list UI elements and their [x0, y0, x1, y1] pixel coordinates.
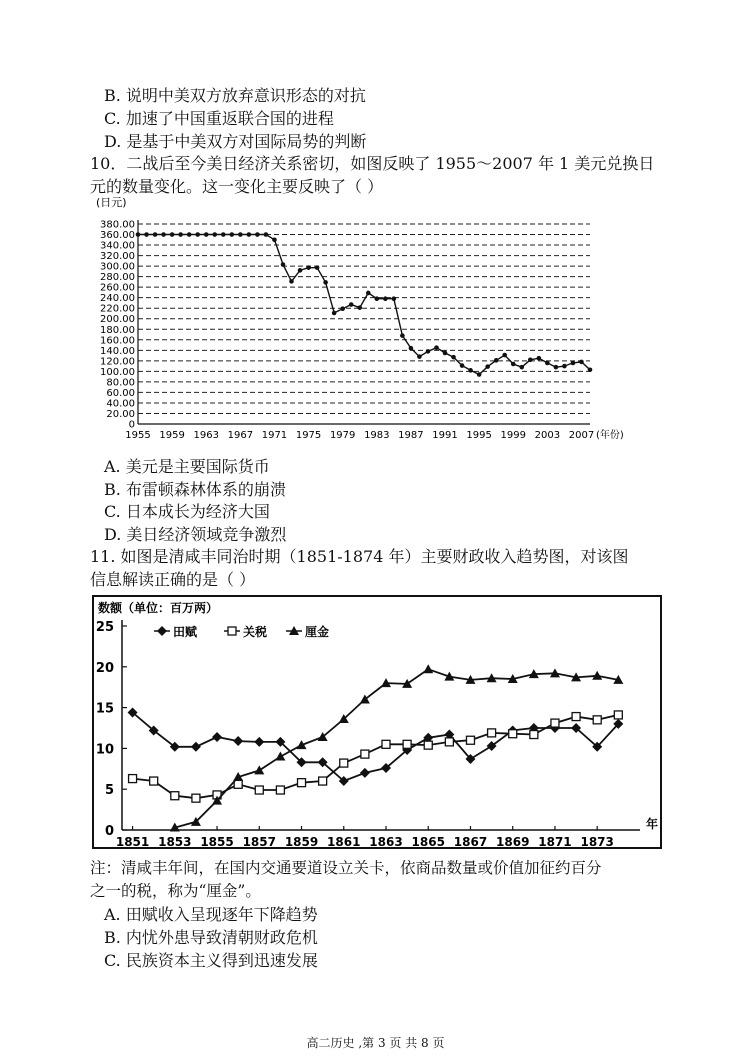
data-point: [485, 364, 490, 369]
data-point: [136, 232, 141, 237]
y-tick-label: 10: [95, 742, 114, 758]
q10-stem-line1: 10．二战后至今美日经济关系密切，如图反映了 1955～2007 年 1 美元兑换日: [90, 154, 655, 173]
data-point: [374, 296, 379, 301]
x-tick-label: 1867: [453, 835, 488, 849]
data-point: [511, 362, 516, 367]
data-point: [340, 306, 345, 311]
data-point: [537, 356, 542, 361]
data-point: [545, 361, 550, 366]
data-point-lijin: [275, 752, 285, 761]
x-axis-label: (年份): [596, 430, 624, 441]
data-point: [161, 232, 166, 237]
q10-option-c: C. 日本成长为经济大国: [104, 502, 270, 521]
data-point-lijin: [423, 664, 433, 673]
data-point: [349, 302, 354, 307]
data-point-tianfu: [254, 737, 264, 747]
data-point: [230, 232, 235, 237]
x-tick-label: 1971: [261, 430, 288, 441]
x-tick-label: 1859: [284, 835, 319, 849]
data-point: [383, 296, 388, 301]
q10-stem-line2: 元的数量变化。这一变化主要反映了（ ）: [90, 177, 384, 196]
y-tick-label: 180.00: [100, 324, 135, 336]
data-point: [153, 232, 158, 237]
data-point-guanshui: [276, 786, 284, 794]
data-point: [460, 363, 465, 368]
legend-label: 厘金: [305, 625, 330, 639]
data-point: [519, 365, 524, 370]
x-tick-label: 1987: [398, 430, 424, 441]
data-point: [417, 354, 422, 359]
q11-note-line1: 注：清咸丰年间，在国内交通要道设立关卡，依商品数量或价值加征约百分: [90, 859, 602, 877]
data-point: [187, 232, 192, 237]
data-point: [562, 364, 567, 369]
data-point-guanshui: [572, 713, 580, 721]
series-line-lijin: [175, 669, 619, 827]
data-point: [247, 232, 252, 237]
y-tick-label: 40.00: [106, 398, 135, 410]
data-point-guanshui: [445, 738, 453, 746]
data-point: [494, 358, 499, 363]
legend-label: 关税: [243, 625, 268, 639]
q9-option-c: C. 加速了中国重返联合国的进程: [104, 109, 334, 128]
y-axis-label: 数额（单位：百万两）: [98, 601, 219, 615]
data-point-tianfu: [360, 768, 370, 778]
y-tick-label: 360.00: [100, 230, 135, 242]
data-point: [554, 365, 559, 370]
data-point: [502, 353, 507, 358]
y-tick-label: 25: [95, 620, 114, 635]
y-tick-label: 160.00: [100, 335, 135, 347]
data-point: [298, 268, 303, 273]
x-tick-label: 1855: [200, 835, 234, 849]
data-point: [195, 232, 200, 237]
data-point-guanshui: [509, 730, 517, 738]
yen-exchange-chart: [0, 192, 751, 450]
x-tick-label: 1999: [500, 430, 526, 441]
data-point-guanshui: [129, 775, 137, 783]
data-point-tianfu: [191, 742, 201, 752]
data-point: [221, 232, 226, 237]
y-tick-label: 5: [104, 783, 114, 799]
data-point: [144, 232, 149, 237]
data-point-guanshui: [382, 740, 390, 748]
data-point: [264, 232, 269, 237]
x-tick-label: 1873: [580, 835, 614, 849]
q11-stem-line2: 信息解读正确的是（ ）: [90, 570, 256, 589]
data-point-guanshui: [593, 716, 601, 724]
q9-option-d: D. 是基于中美双方对国际局势的判断: [104, 132, 367, 151]
data-point: [426, 349, 431, 354]
data-point: [238, 232, 243, 237]
data-point-guanshui: [255, 786, 263, 794]
data-point: [528, 357, 533, 362]
q11-option-b: B. 内忧外患导致清朝财政危机: [104, 928, 318, 947]
y-tick-label: 120.00: [100, 356, 135, 368]
x-tick-label: 1857: [242, 835, 276, 849]
data-point: [178, 232, 183, 237]
data-point-tianfu: [233, 736, 243, 746]
y-tick-label: 20.00: [106, 408, 135, 420]
data-point-guanshui: [192, 794, 200, 802]
data-point-guanshui: [614, 711, 622, 719]
legend-marker-tianfu: [157, 626, 167, 636]
x-tick-label: 1963: [193, 430, 219, 441]
q10-option-b: B. 布雷顿森林体系的崩溃: [104, 480, 286, 499]
page-footer: 高二历史 ,第 3 页 共 8 页: [306, 1036, 445, 1050]
data-point: [571, 361, 576, 366]
data-point: [281, 262, 286, 267]
data-point-tianfu: [212, 732, 222, 742]
data-point: [477, 372, 482, 377]
legend-label: 田赋: [173, 625, 198, 639]
series-line-guanshui: [133, 715, 619, 798]
x-tick-label: 1865: [411, 835, 445, 849]
data-point: [451, 355, 456, 360]
y-tick-label: 60.00: [106, 387, 135, 399]
x-tick-label: 1983: [364, 430, 390, 441]
series-line-tianfu: [133, 713, 619, 782]
data-point-guanshui: [340, 759, 348, 767]
data-point: [588, 367, 593, 372]
data-point: [212, 232, 217, 237]
data-point-lijin: [254, 765, 264, 774]
data-point: [366, 291, 371, 296]
data-point-guanshui: [488, 729, 496, 737]
data-point: [332, 311, 337, 316]
data-point: [409, 346, 414, 351]
data-point-guanshui: [424, 741, 432, 749]
y-tick-label: 280.00: [100, 272, 135, 284]
data-point: [468, 368, 473, 373]
x-tick-label: 1851: [115, 835, 150, 849]
y-tick-label: 200.00: [100, 314, 135, 326]
x-tick-label: 1871: [538, 835, 572, 849]
x-axis-label: 年: [646, 817, 659, 831]
data-point: [400, 333, 405, 338]
q9-option-b: B. 说明中美双方放弃意识形态的对抗: [104, 86, 366, 105]
x-tick-label: 1955: [125, 430, 151, 441]
qing-revenue-chart: [0, 590, 751, 852]
x-tick-label: 1995: [466, 430, 492, 441]
data-point: [255, 232, 260, 237]
x-tick-label: 2007: [568, 430, 595, 441]
y-tick-label: 20: [95, 660, 114, 676]
data-point-guanshui: [298, 779, 306, 787]
y-tick-label: 140.00: [100, 345, 135, 357]
y-tick-label: 220.00: [100, 303, 135, 315]
data-point: [434, 345, 439, 350]
data-point: [170, 232, 175, 237]
data-point-guanshui: [361, 750, 369, 758]
data-point-guanshui: [530, 731, 538, 739]
data-point: [392, 296, 397, 301]
x-tick-label: 1979: [329, 430, 356, 441]
x-tick-label: 1991: [432, 430, 458, 441]
data-point: [357, 305, 362, 310]
data-point-guanshui: [319, 777, 327, 785]
y-tick-label: 80.00: [106, 377, 135, 389]
y-tick-label: 300.00: [100, 261, 135, 273]
q10-option-a: A. 美元是主要国际货币: [104, 457, 270, 476]
data-point: [272, 237, 277, 242]
q11-stem-line1: 11. 如图是清咸丰同治时期（1851-1874 年）主要财政收入趋势图，对该图: [90, 547, 629, 566]
q11-option-a: A. 田赋收入呈现逐年下降趋势: [104, 905, 318, 924]
y-tick-label: 15: [95, 701, 114, 717]
x-tick-label: 1959: [159, 430, 185, 441]
data-point-guanshui: [171, 792, 179, 800]
y-tick-label: 0: [104, 824, 114, 839]
x-tick-label: 1863: [369, 835, 403, 849]
q11-option-c: C. 民族资本主义得到迅速发展: [104, 951, 318, 970]
y-axis-label: (日元): [96, 196, 127, 209]
data-point: [306, 265, 311, 270]
x-tick-label: 1967: [227, 430, 254, 441]
data-point: [315, 265, 320, 270]
y-tick-label: 380.00: [100, 219, 135, 231]
q10-option-d: D. 美日经济领域竞争激烈: [104, 525, 287, 544]
y-tick-label: 240.00: [100, 293, 135, 305]
data-point-guanshui: [466, 736, 474, 744]
x-tick-label: 1853: [158, 835, 192, 849]
x-tick-label: 1861: [327, 835, 361, 849]
data-point: [443, 351, 448, 356]
data-point: [204, 232, 209, 237]
y-tick-label: 0: [128, 419, 135, 431]
data-point: [579, 360, 584, 365]
x-tick-label: 1975: [295, 430, 322, 441]
data-point: [323, 280, 328, 285]
y-tick-label: 340.00: [100, 240, 135, 252]
x-tick-label: 1869: [496, 835, 530, 849]
q11-note-line2: 之一的税，称为“厘金”。: [90, 882, 261, 900]
data-point-guanshui: [150, 777, 158, 785]
y-tick-label: 260.00: [100, 282, 135, 294]
y-tick-label: 100.00: [100, 366, 135, 378]
legend-marker-guanshui: [228, 627, 236, 635]
x-tick-label: 2003: [534, 430, 561, 441]
y-tick-label: 320.00: [100, 251, 135, 263]
data-point-guanshui: [403, 740, 411, 748]
data-point: [289, 279, 294, 284]
data-point-guanshui: [551, 719, 559, 727]
